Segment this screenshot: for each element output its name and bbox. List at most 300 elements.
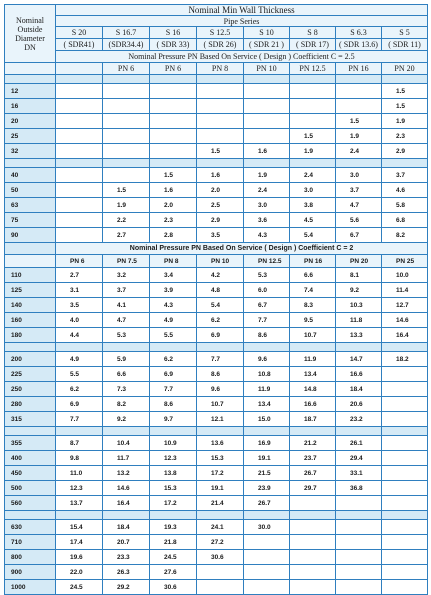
pn-label: PN 6 [103, 63, 150, 75]
dn-cell: 900 [5, 565, 56, 580]
thickness-cell: 9.6 [244, 352, 290, 367]
thickness-cell [290, 84, 336, 99]
thickness-cell: 9.8 [56, 451, 103, 466]
dn-cell: 315 [5, 412, 56, 427]
thickness-cell: 2.9 [197, 213, 244, 228]
thickness-cell: 9.2 [103, 412, 150, 427]
thickness-cell: 21.5 [244, 466, 290, 481]
spacer-cell [56, 427, 103, 436]
table-row [5, 466, 428, 481]
thickness-cell [382, 451, 428, 466]
thickness-cell: 18.2 [382, 352, 428, 367]
dn-cell: 40 [5, 168, 56, 183]
thickness-cell: 2.0 [197, 183, 244, 198]
thickness-cell: 4.7 [103, 313, 150, 328]
thickness-cell [56, 213, 103, 228]
thickness-cell: 6.0 [244, 283, 290, 298]
thickness-cell: 1.9 [290, 144, 336, 159]
thickness-cell [197, 565, 244, 580]
thickness-cell: 2.3 [150, 213, 197, 228]
dn-cell: 75 [5, 213, 56, 228]
thickness-cell: 29.7 [290, 481, 336, 496]
thickness-cell: 3.9 [150, 283, 197, 298]
thickness-cell: 13.7 [56, 496, 103, 511]
thickness-cell [336, 565, 382, 580]
nominal-line-4: DN [24, 42, 36, 52]
thickness-cell: 6.9 [197, 328, 244, 343]
dn-cell: 1000 [5, 580, 56, 595]
spacer-cell [103, 427, 150, 436]
thickness-cell: 1.9 [336, 129, 382, 144]
thickness-cell: 10.7 [290, 328, 336, 343]
dn-cell: 110 [5, 268, 56, 283]
spacer-cell [244, 511, 290, 520]
thickness-cell: 4.6 [382, 183, 428, 198]
thickness-cell: 6.2 [197, 313, 244, 328]
thickness-cell: 19.1 [197, 481, 244, 496]
table-row [5, 114, 428, 129]
spacer-cell [290, 511, 336, 520]
thickness-cell: 13.6 [197, 436, 244, 451]
pipe-wall-thickness-table [4, 4, 428, 595]
thickness-cell: 7.3 [103, 382, 150, 397]
thickness-cell: 17.2 [197, 466, 244, 481]
thickness-cell: 13.2 [103, 466, 150, 481]
thickness-cell: 6.6 [290, 268, 336, 283]
spacer-cell [244, 343, 290, 352]
thickness-cell: 4.5 [290, 213, 336, 228]
spacer-cell [103, 75, 150, 84]
spacer-cell [244, 427, 290, 436]
thickness-cell: 5.5 [56, 367, 103, 382]
spacer-cell [150, 75, 197, 84]
thickness-cell: 13.8 [150, 466, 197, 481]
table-row [5, 129, 428, 144]
table-row [5, 84, 428, 99]
table-row [5, 535, 428, 550]
thickness-cell: 4.3 [244, 228, 290, 243]
thickness-cell: 12.3 [56, 481, 103, 496]
pn-label: PN 16 [336, 63, 382, 75]
spacer-cell [382, 427, 428, 436]
table-row [5, 367, 428, 382]
sdr-cell: ( SDR 13.6) [336, 39, 382, 51]
series-cell: S 16.7 [103, 27, 150, 39]
thickness-cell: 22.0 [56, 565, 103, 580]
thickness-cell: 1.5 [197, 144, 244, 159]
thickness-cell: 21.8 [150, 535, 197, 550]
pn-label: PN 20 [336, 255, 382, 268]
thickness-cell: 18.7 [290, 412, 336, 427]
spacer-cell [197, 159, 244, 168]
pn-label: PN 12.5 [290, 63, 336, 75]
thickness-cell: 15.4 [56, 520, 103, 535]
pn-row-1 [5, 63, 428, 75]
thickness-cell: 9.2 [336, 283, 382, 298]
thickness-cell: 3.5 [56, 298, 103, 313]
spacer-row [5, 511, 428, 520]
thickness-cell: 6.8 [382, 213, 428, 228]
table-body [5, 5, 428, 595]
thickness-cell: 8.3 [290, 298, 336, 313]
table-row [5, 268, 428, 283]
sdr-cell: ( SDR 17) [290, 39, 336, 51]
dn-cell: 20 [5, 114, 56, 129]
header-row-series-title [5, 16, 428, 27]
thickness-cell [336, 550, 382, 565]
thickness-cell [336, 520, 382, 535]
thickness-cell: 3.4 [150, 268, 197, 283]
thickness-cell: 1.5 [382, 99, 428, 114]
thickness-cell: 36.8 [336, 481, 382, 496]
thickness-cell: 8.6 [244, 328, 290, 343]
dn-cell: 560 [5, 496, 56, 511]
thickness-cell: 13.4 [290, 367, 336, 382]
pressure-title-row-1 [5, 51, 428, 63]
spacer-cell [103, 159, 150, 168]
thickness-cell: 3.6 [244, 213, 290, 228]
spacer-cell [5, 427, 56, 436]
dn-blank [5, 255, 56, 268]
table-row [5, 198, 428, 213]
spacer-cell [103, 511, 150, 520]
table-row [5, 481, 428, 496]
spacer-cell [5, 343, 56, 352]
pipe-wall-thickness-table-container [4, 4, 427, 595]
thickness-cell: 27.2 [197, 535, 244, 550]
thickness-cell: 4.9 [150, 313, 197, 328]
series-cell: S 16 [150, 27, 197, 39]
spacer-cell [290, 75, 336, 84]
thickness-cell: 21.4 [197, 496, 244, 511]
thickness-cell [244, 129, 290, 144]
thickness-title: Nominal Min Wall Thickness [56, 5, 428, 16]
thickness-cell: 11.9 [290, 352, 336, 367]
thickness-cell: 14.7 [336, 352, 382, 367]
thickness-cell: 12.7 [382, 298, 428, 313]
thickness-cell: 3.0 [336, 168, 382, 183]
pressure-title-2: Nominal Pressure PN Based On Service ( Design ) Coefficient C = 2 [56, 243, 428, 255]
thickness-cell: 1.5 [336, 114, 382, 129]
thickness-cell [382, 580, 428, 595]
thickness-cell: 1.5 [150, 168, 197, 183]
thickness-cell [56, 129, 103, 144]
thickness-cell [244, 550, 290, 565]
dn-cell: 225 [5, 367, 56, 382]
thickness-cell [244, 580, 290, 595]
thickness-cell [382, 550, 428, 565]
thickness-cell [103, 84, 150, 99]
thickness-cell: 4.9 [56, 352, 103, 367]
thickness-cell: 1.9 [382, 114, 428, 129]
thickness-cell: 1.6 [244, 144, 290, 159]
thickness-cell [56, 183, 103, 198]
thickness-cell: 8.2 [382, 228, 428, 243]
thickness-cell: 2.3 [382, 129, 428, 144]
table-row [5, 144, 428, 159]
spacer-cell [197, 511, 244, 520]
table-row [5, 183, 428, 198]
spacer-cell [290, 159, 336, 168]
thickness-cell: 19.6 [56, 550, 103, 565]
thickness-cell: 1.6 [150, 183, 197, 198]
header-row-thickness [5, 5, 428, 16]
pn-label-blank [56, 63, 103, 75]
nominal-line-2: Outside [17, 24, 43, 34]
thickness-cell: 3.7 [382, 168, 428, 183]
series-row [5, 27, 428, 39]
thickness-cell: 26.7 [290, 466, 336, 481]
table-row [5, 550, 428, 565]
series-cell: S 10 [244, 27, 290, 39]
dn-cell: 400 [5, 451, 56, 466]
thickness-cell: 5.8 [382, 198, 428, 213]
thickness-cell: 30.6 [197, 550, 244, 565]
thickness-cell [290, 496, 336, 511]
thickness-cell: 3.2 [103, 268, 150, 283]
thickness-cell: 4.1 [103, 298, 150, 313]
table-row [5, 313, 428, 328]
pn-label: PN 16 [290, 255, 336, 268]
thickness-cell: 13.3 [336, 328, 382, 343]
thickness-cell: 12.3 [150, 451, 197, 466]
spacer-cell [150, 511, 197, 520]
dn-cell: 800 [5, 550, 56, 565]
table-row [5, 298, 428, 313]
thickness-cell: 11.8 [336, 313, 382, 328]
thickness-cell: 3.5 [197, 228, 244, 243]
thickness-cell: 5.5 [150, 328, 197, 343]
pn-label: PN 12.5 [244, 255, 290, 268]
dn-blank [5, 63, 56, 75]
thickness-cell: 19.1 [244, 451, 290, 466]
thickness-cell: 8.6 [197, 367, 244, 382]
table-row [5, 565, 428, 580]
table-row [5, 436, 428, 451]
table-row [5, 412, 428, 427]
sdr-cell: ( SDR 11) [382, 39, 428, 51]
thickness-cell: 2.4 [244, 183, 290, 198]
thickness-cell [150, 129, 197, 144]
thickness-cell [382, 565, 428, 580]
sdr-cell: (SDR34.4) [103, 39, 150, 51]
thickness-cell: 6.9 [150, 367, 197, 382]
thickness-cell [382, 481, 428, 496]
thickness-cell: 8.7 [56, 436, 103, 451]
thickness-cell: 7.7 [150, 382, 197, 397]
thickness-cell: 23.9 [244, 481, 290, 496]
pressure-title-row-2 [5, 243, 428, 255]
thickness-cell: 18.4 [336, 382, 382, 397]
thickness-cell: 15.0 [244, 412, 290, 427]
thickness-cell: 2.4 [290, 168, 336, 183]
thickness-cell: 30.0 [244, 520, 290, 535]
thickness-cell: 24.5 [150, 550, 197, 565]
pn-label: PN 10 [244, 63, 290, 75]
series-title: Pipe Series [56, 16, 428, 27]
thickness-cell: 16.4 [103, 496, 150, 511]
thickness-cell: 1.9 [244, 168, 290, 183]
thickness-cell [56, 168, 103, 183]
thickness-cell: 8.6 [150, 397, 197, 412]
nominal-diameter-header [5, 5, 56, 63]
thickness-cell [382, 367, 428, 382]
pn-label: PN 8 [197, 63, 244, 75]
thickness-cell: 4.2 [197, 268, 244, 283]
series-cell: S 12.5 [197, 27, 244, 39]
thickness-cell [382, 520, 428, 535]
spacer-cell [56, 343, 103, 352]
thickness-cell [244, 114, 290, 129]
table-row [5, 283, 428, 298]
thickness-cell: 6.7 [336, 228, 382, 243]
spacer-cell [382, 343, 428, 352]
spacer-cell [197, 427, 244, 436]
pn-label: PN 8 [150, 255, 197, 268]
thickness-cell: 27.6 [150, 565, 197, 580]
spacer-cell [150, 343, 197, 352]
thickness-cell: 33.1 [336, 466, 382, 481]
thickness-cell: 11.0 [56, 466, 103, 481]
thickness-cell [103, 99, 150, 114]
dn-cell: 450 [5, 466, 56, 481]
thickness-cell: 24.5 [56, 580, 103, 595]
table-row [5, 352, 428, 367]
dn-cell: 710 [5, 535, 56, 550]
thickness-cell: 26.3 [103, 565, 150, 580]
dn-cell: 32 [5, 144, 56, 159]
pn-label: PN 20 [382, 63, 428, 75]
dn-cell: 280 [5, 397, 56, 412]
thickness-cell: 14.8 [290, 382, 336, 397]
thickness-cell: 10.9 [150, 436, 197, 451]
sdr-cell: ( SDR 33) [150, 39, 197, 51]
thickness-cell [336, 535, 382, 550]
thickness-cell: 7.7 [197, 352, 244, 367]
thickness-cell: 14.6 [103, 481, 150, 496]
thickness-cell [382, 535, 428, 550]
dn-cell: 180 [5, 328, 56, 343]
dn-cell: 630 [5, 520, 56, 535]
spacer-cell [150, 159, 197, 168]
thickness-cell [336, 84, 382, 99]
thickness-cell [336, 99, 382, 114]
thickness-cell: 3.1 [56, 283, 103, 298]
thickness-cell: 29.4 [336, 451, 382, 466]
thickness-cell: 15.3 [197, 451, 244, 466]
dn-blank [5, 243, 56, 255]
thickness-cell [290, 114, 336, 129]
thickness-cell: 10.0 [382, 268, 428, 283]
dn-cell: 355 [5, 436, 56, 451]
thickness-cell: 6.6 [103, 367, 150, 382]
spacer-cell [290, 427, 336, 436]
sdr-row [5, 39, 428, 51]
spacer-cell [197, 75, 244, 84]
thickness-cell: 26.1 [336, 436, 382, 451]
thickness-cell: 7.7 [244, 313, 290, 328]
series-cell: S 20 [56, 27, 103, 39]
table-row [5, 451, 428, 466]
thickness-cell: 1.5 [382, 84, 428, 99]
thickness-cell: 4.4 [56, 328, 103, 343]
table-row [5, 168, 428, 183]
spacer-row [5, 427, 428, 436]
thickness-cell: 3.7 [336, 183, 382, 198]
spacer-row [5, 343, 428, 352]
thickness-cell: 26.7 [244, 496, 290, 511]
thickness-cell [290, 550, 336, 565]
thickness-cell: 2.7 [56, 268, 103, 283]
spacer-cell [5, 511, 56, 520]
thickness-cell: 6.9 [56, 397, 103, 412]
thickness-cell: 1.6 [197, 168, 244, 183]
spacer-cell [244, 159, 290, 168]
spacer-cell [197, 343, 244, 352]
dn-cell: 16 [5, 99, 56, 114]
thickness-cell [56, 84, 103, 99]
thickness-cell [382, 412, 428, 427]
thickness-cell [56, 144, 103, 159]
spacer-cell [56, 159, 103, 168]
thickness-cell: 13.4 [244, 397, 290, 412]
thickness-cell: 14.6 [382, 313, 428, 328]
thickness-cell: 8.1 [336, 268, 382, 283]
thickness-cell: 16.9 [244, 436, 290, 451]
thickness-cell: 3.0 [290, 183, 336, 198]
thickness-cell: 11.4 [382, 283, 428, 298]
dn-cell: 90 [5, 228, 56, 243]
thickness-cell [244, 84, 290, 99]
thickness-cell: 23.3 [103, 550, 150, 565]
table-row [5, 228, 428, 243]
dn-cell: 25 [5, 129, 56, 144]
thickness-cell: 16.4 [382, 328, 428, 343]
thickness-cell: 7.7 [56, 412, 103, 427]
thickness-cell: 6.2 [150, 352, 197, 367]
thickness-cell: 23.2 [336, 412, 382, 427]
pn-label: PN 6 [150, 63, 197, 75]
table-row [5, 328, 428, 343]
dn-cell: 250 [5, 382, 56, 397]
thickness-cell [290, 535, 336, 550]
thickness-cell [197, 84, 244, 99]
thickness-cell: 4.7 [336, 198, 382, 213]
dn-cell: 160 [5, 313, 56, 328]
spacer-row [5, 159, 428, 168]
thickness-cell: 2.0 [150, 198, 197, 213]
thickness-cell: 1.9 [103, 198, 150, 213]
thickness-cell: 5.3 [244, 268, 290, 283]
thickness-cell: 5.3 [103, 328, 150, 343]
dn-cell: 140 [5, 298, 56, 313]
series-cell: S 8 [290, 27, 336, 39]
thickness-cell: 9.7 [150, 412, 197, 427]
thickness-cell: 29.2 [103, 580, 150, 595]
thickness-cell: 19.3 [150, 520, 197, 535]
sdr-cell: ( SDR 21 ) [244, 39, 290, 51]
thickness-cell [56, 228, 103, 243]
thickness-cell [244, 535, 290, 550]
thickness-cell: 17.2 [150, 496, 197, 511]
thickness-cell [197, 129, 244, 144]
thickness-cell [382, 382, 428, 397]
thickness-cell [103, 114, 150, 129]
thickness-cell [290, 99, 336, 114]
thickness-cell [290, 520, 336, 535]
spacer-row [5, 75, 428, 84]
spacer-cell [336, 75, 382, 84]
